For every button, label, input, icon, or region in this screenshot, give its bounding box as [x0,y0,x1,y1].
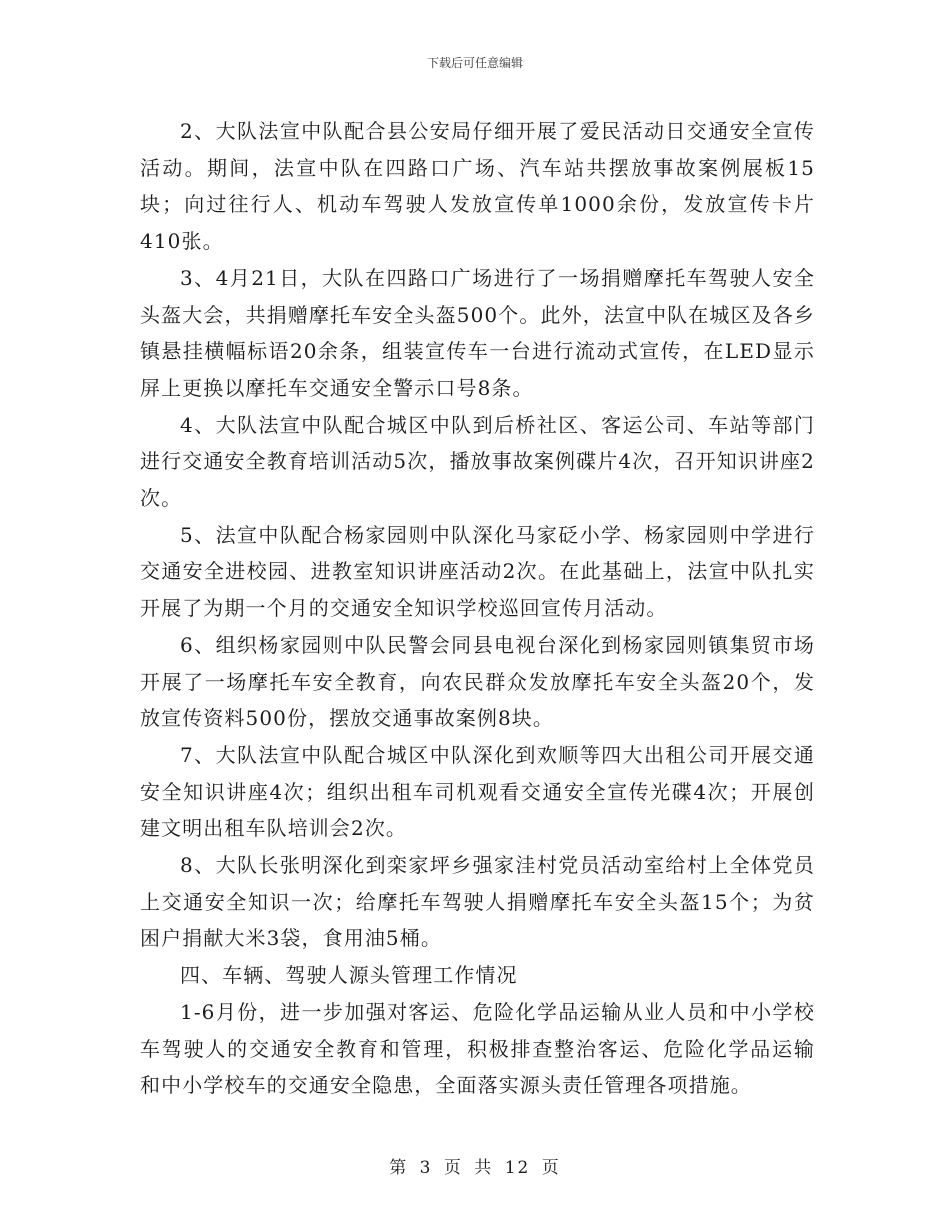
paragraph-item-2: 2、大队法宣中队配合县公安局仔细开展了爱民活动日交通安全宣传活动。期间，法宣中队在四路口广场、汽车站共摆放事故案例展板15块；向过往行人、机动车驾驶人发放宣传单1000余份，发放宣传卡片410张。 [140,119,815,254]
paragraph-item-4: 4、大队法宣中队配合城区中队到后桥社区、客运公司、车站等部门进行交通安全教育培训活动5次，播放事故案例碟片4次，召开知识讲座2次。 [140,412,815,511]
paragraph-item-6: 6、组织杨家园则中队民警会同县电视台深化到杨家园则镇集贸市场开展了一场摩托车安全教育，向农民群众发放摩托车安全头盔20个，发放宣传资料500份，摆放交通事故案例8块。 [140,632,815,731]
paragraph-item-5: 5、法宣中队配合杨家园则中队深化马家砭小学、杨家园则中学进行交通安全进校园、进教室知识讲座活动2次。在此基础上，法宣中队扎实开展了为期一个月的交通安全知识学校巡回宣传月活动。 [140,522,815,621]
paragraph-section-body: 1-6月份，进一步加强对客运、危险化学品运输从业人员和中小学校车驾驶人的交通安全教育和管理，积极排查整治客运、危险化学品运输和中小学校车的交通安全隐患，全面落实源头责任管理各项措施。 [140,999,815,1098]
document-body [140,113,815,1104]
section-heading: 四、车辆、驾驶人源头管理工作情况 [180,963,518,988]
paragraph-item-7: 7、大队法宣中队配合城区中队深化到欢顺等四大出租公司开展交通安全知识讲座4次；组织出租车司机观看交通安全宣传光碟4次；开展创建文明出租车队培训会2次。 [140,742,815,841]
page-header-note: 下载后可任意编辑 [426,56,523,70]
paragraph-item-8: 8、大队长张明深化到栾家坪乡强家洼村党员活动室给村上全体党员上交通安全知识一次；给摩托车驾驶人捐赠摩托车安全头盔15个；为贫困户捐献大米3袋，食用油5桶。 [140,853,815,951]
paragraph-item-3: 3、4月21日，大队在四路口广场进行了一场捐赠摩托车驾驶人安全头盔大会，共捐赠摩托车安全头盔500个。此外，法宣中队在城区及各乡镇悬挂横幅标语20余条，组装宣传车一台进行流动式宣传，在LED显示屏上更换以摩托车交通安全警示口号8条。 [140,265,815,400]
page-number-footer: 第 3 页 共 12 页 [389,1158,561,1178]
